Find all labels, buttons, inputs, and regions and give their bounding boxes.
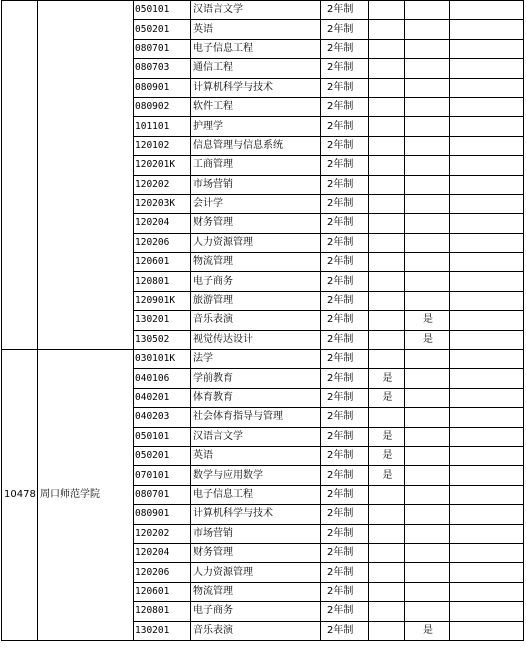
flag-b-cell xyxy=(405,446,450,465)
duration-cell: 2年制 xyxy=(321,524,369,543)
extra-cell xyxy=(450,117,524,136)
major-code-cell: 040201 xyxy=(134,388,191,407)
table-row xyxy=(2,1,524,20)
flag-b-cell xyxy=(405,563,450,582)
flag-b-cell xyxy=(405,582,450,601)
major-name-cell: 工商管理 xyxy=(191,156,321,175)
flag-b-cell xyxy=(405,485,450,504)
extra-cell xyxy=(450,78,524,97)
flag-a-cell xyxy=(369,78,405,97)
flag-b-cell xyxy=(405,39,450,58)
duration-cell: 2年制 xyxy=(321,543,369,562)
flag-b-cell xyxy=(405,369,450,388)
major-code-cell: 030101K xyxy=(134,350,191,369)
extra-cell xyxy=(450,582,524,601)
duration-cell: 2年制 xyxy=(321,446,369,465)
flag-a-cell: 是 xyxy=(369,427,405,446)
major-name-cell: 音乐表演 xyxy=(191,621,321,640)
major-name-cell: 计算机科学与技术 xyxy=(191,505,321,524)
major-code-cell: 080701 xyxy=(134,39,191,58)
extra-cell xyxy=(450,350,524,369)
major-code-cell: 050201 xyxy=(134,446,191,465)
duration-cell: 2年制 xyxy=(321,621,369,640)
flag-b-cell xyxy=(405,194,450,213)
extra-cell xyxy=(450,233,524,252)
flag-a-cell xyxy=(369,39,405,58)
flag-a-cell xyxy=(369,602,405,621)
extra-cell xyxy=(450,311,524,330)
extra-cell xyxy=(450,369,524,388)
flag-a-cell xyxy=(369,563,405,582)
duration-cell: 2年制 xyxy=(321,59,369,78)
flag-b-cell xyxy=(405,602,450,621)
major-code-cell: 120202 xyxy=(134,175,191,194)
school-code-cell: 10478 xyxy=(2,350,38,641)
duration-cell: 2年制 xyxy=(321,97,369,116)
duration-cell: 2年制 xyxy=(321,485,369,504)
flag-a-cell xyxy=(369,350,405,369)
major-code-cell: 120601 xyxy=(134,582,191,601)
duration-cell: 2年制 xyxy=(321,78,369,97)
flag-a-cell xyxy=(369,59,405,78)
extra-cell xyxy=(450,59,524,78)
duration-cell: 2年制 xyxy=(321,311,369,330)
major-code-cell: 101101 xyxy=(134,117,191,136)
extra-cell xyxy=(450,408,524,427)
extra-cell xyxy=(450,505,524,524)
major-code-cell: 080701 xyxy=(134,485,191,504)
major-code-cell: 080901 xyxy=(134,505,191,524)
duration-cell: 2年制 xyxy=(321,175,369,194)
flag-b-cell xyxy=(405,408,450,427)
major-code-cell: 120901K xyxy=(134,291,191,310)
flag-a-cell xyxy=(369,543,405,562)
flag-b-cell xyxy=(405,427,450,446)
flag-a-cell xyxy=(369,97,405,116)
duration-cell: 2年制 xyxy=(321,466,369,485)
duration-cell: 2年制 xyxy=(321,136,369,155)
flag-b-cell: 是 xyxy=(405,311,450,330)
table-body xyxy=(2,1,524,641)
flag-b-cell xyxy=(405,175,450,194)
extra-cell xyxy=(450,156,524,175)
flag-a-cell xyxy=(369,175,405,194)
duration-cell: 2年制 xyxy=(321,214,369,233)
major-code-cell: 040106 xyxy=(134,369,191,388)
flag-b-cell: 是 xyxy=(405,330,450,349)
major-code-cell: 120801 xyxy=(134,602,191,621)
flag-a-cell xyxy=(369,291,405,310)
major-name-cell: 财务管理 xyxy=(191,214,321,233)
extra-cell xyxy=(450,524,524,543)
extra-cell xyxy=(450,175,524,194)
extra-cell xyxy=(450,194,524,213)
duration-cell: 2年制 xyxy=(321,350,369,369)
major-name-cell: 数学与应用数学 xyxy=(191,466,321,485)
major-name-cell: 社会体育指导与管理 xyxy=(191,408,321,427)
duration-cell: 2年制 xyxy=(321,1,369,20)
extra-cell xyxy=(450,39,524,58)
flag-a-cell: 是 xyxy=(369,466,405,485)
major-code-cell: 040203 xyxy=(134,408,191,427)
enrollment-table xyxy=(1,0,524,641)
flag-a-cell: 是 xyxy=(369,369,405,388)
major-name-cell: 信息管理与信息系统 xyxy=(191,136,321,155)
duration-cell: 2年制 xyxy=(321,388,369,407)
duration-cell: 2年制 xyxy=(321,427,369,446)
extra-cell xyxy=(450,291,524,310)
major-name-cell: 英语 xyxy=(191,20,321,39)
flag-b-cell xyxy=(405,214,450,233)
flag-a-cell xyxy=(369,621,405,640)
flag-b-cell xyxy=(405,350,450,369)
major-name-cell: 物流管理 xyxy=(191,582,321,601)
major-code-cell: 050101 xyxy=(134,427,191,446)
major-name-cell: 英语 xyxy=(191,446,321,465)
major-name-cell: 学前教育 xyxy=(191,369,321,388)
duration-cell: 2年制 xyxy=(321,408,369,427)
duration-cell: 2年制 xyxy=(321,272,369,291)
flag-a-cell: 是 xyxy=(369,388,405,407)
major-code-cell: 120203K xyxy=(134,194,191,213)
major-name-cell: 人力资源管理 xyxy=(191,563,321,582)
major-name-cell: 电子商务 xyxy=(191,272,321,291)
duration-cell: 2年制 xyxy=(321,253,369,272)
major-name-cell: 会计学 xyxy=(191,194,321,213)
major-name-cell: 汉语言文学 xyxy=(191,1,321,20)
major-name-cell: 市场营销 xyxy=(191,175,321,194)
major-code-cell: 080901 xyxy=(134,78,191,97)
major-code-cell: 120102 xyxy=(134,136,191,155)
extra-cell xyxy=(450,253,524,272)
major-name-cell: 体育教育 xyxy=(191,388,321,407)
school-name-cell xyxy=(38,1,134,350)
major-code-cell: 120204 xyxy=(134,543,191,562)
duration-cell: 2年制 xyxy=(321,582,369,601)
duration-cell: 2年制 xyxy=(321,369,369,388)
extra-cell xyxy=(450,330,524,349)
duration-cell: 2年制 xyxy=(321,39,369,58)
extra-cell xyxy=(450,621,524,640)
flag-b-cell xyxy=(405,233,450,252)
major-code-cell: 120801 xyxy=(134,272,191,291)
flag-a-cell xyxy=(369,1,405,20)
flag-b-cell xyxy=(405,59,450,78)
flag-b-cell xyxy=(405,117,450,136)
extra-cell xyxy=(450,1,524,20)
duration-cell: 2年制 xyxy=(321,505,369,524)
major-code-cell: 070101 xyxy=(134,466,191,485)
flag-b-cell xyxy=(405,156,450,175)
flag-b-cell xyxy=(405,466,450,485)
flag-b-cell xyxy=(405,1,450,20)
flag-a-cell: 是 xyxy=(369,446,405,465)
major-name-cell: 通信工程 xyxy=(191,59,321,78)
flag-a-cell xyxy=(369,582,405,601)
flag-a-cell xyxy=(369,524,405,543)
flag-a-cell xyxy=(369,233,405,252)
extra-cell xyxy=(450,427,524,446)
major-name-cell: 护理学 xyxy=(191,117,321,136)
duration-cell: 2年制 xyxy=(321,117,369,136)
major-name-cell: 电子信息工程 xyxy=(191,485,321,504)
duration-cell: 2年制 xyxy=(321,194,369,213)
major-name-cell: 物流管理 xyxy=(191,253,321,272)
flag-a-cell xyxy=(369,194,405,213)
major-name-cell: 财务管理 xyxy=(191,543,321,562)
flag-b-cell xyxy=(405,253,450,272)
flag-b-cell xyxy=(405,543,450,562)
extra-cell xyxy=(450,388,524,407)
flag-a-cell xyxy=(369,253,405,272)
flag-a-cell xyxy=(369,156,405,175)
flag-b-cell xyxy=(405,291,450,310)
major-code-cell: 130201 xyxy=(134,621,191,640)
major-name-cell: 法学 xyxy=(191,350,321,369)
flag-b-cell xyxy=(405,136,450,155)
flag-a-cell xyxy=(369,117,405,136)
major-code-cell: 120202 xyxy=(134,524,191,543)
major-name-cell: 视觉传达设计 xyxy=(191,330,321,349)
duration-cell: 2年制 xyxy=(321,330,369,349)
major-name-cell: 人力资源管理 xyxy=(191,233,321,252)
flag-a-cell xyxy=(369,485,405,504)
flag-b-cell xyxy=(405,78,450,97)
extra-cell xyxy=(450,446,524,465)
flag-a-cell xyxy=(369,311,405,330)
duration-cell: 2年制 xyxy=(321,291,369,310)
extra-cell xyxy=(450,543,524,562)
flag-b-cell: 是 xyxy=(405,621,450,640)
extra-cell xyxy=(450,563,524,582)
duration-cell: 2年制 xyxy=(321,563,369,582)
major-code-cell: 130201 xyxy=(134,311,191,330)
flag-a-cell xyxy=(369,272,405,291)
major-code-cell: 080902 xyxy=(134,97,191,116)
major-name-cell: 电子信息工程 xyxy=(191,39,321,58)
duration-cell: 2年制 xyxy=(321,20,369,39)
extra-cell xyxy=(450,466,524,485)
major-name-cell: 旅游管理 xyxy=(191,291,321,310)
extra-cell xyxy=(450,136,524,155)
major-name-cell: 计算机科学与技术 xyxy=(191,78,321,97)
major-code-cell: 080703 xyxy=(134,59,191,78)
flag-b-cell xyxy=(405,524,450,543)
flag-b-cell xyxy=(405,97,450,116)
extra-cell xyxy=(450,214,524,233)
major-code-cell: 130502 xyxy=(134,330,191,349)
extra-cell xyxy=(450,272,524,291)
school-code-cell xyxy=(2,1,38,350)
major-code-cell: 050201 xyxy=(134,20,191,39)
flag-b-cell xyxy=(405,272,450,291)
major-name-cell: 音乐表演 xyxy=(191,311,321,330)
duration-cell: 2年制 xyxy=(321,233,369,252)
major-name-cell: 电子商务 xyxy=(191,602,321,621)
extra-cell xyxy=(450,485,524,504)
school-name-cell: 周口师范学院 xyxy=(38,350,134,641)
table-row xyxy=(2,350,524,369)
flag-a-cell xyxy=(369,20,405,39)
major-code-cell: 120601 xyxy=(134,253,191,272)
extra-cell xyxy=(450,97,524,116)
major-code-cell: 120204 xyxy=(134,214,191,233)
major-code-cell: 120206 xyxy=(134,563,191,582)
flag-a-cell xyxy=(369,136,405,155)
major-name-cell: 市场营销 xyxy=(191,524,321,543)
extra-cell xyxy=(450,602,524,621)
duration-cell: 2年制 xyxy=(321,156,369,175)
flag-a-cell xyxy=(369,408,405,427)
flag-a-cell xyxy=(369,330,405,349)
flag-a-cell xyxy=(369,214,405,233)
major-name-cell: 汉语言文学 xyxy=(191,427,321,446)
extra-cell xyxy=(450,20,524,39)
major-code-cell: 050101 xyxy=(134,1,191,20)
duration-cell: 2年制 xyxy=(321,602,369,621)
major-code-cell: 120201K xyxy=(134,156,191,175)
flag-b-cell xyxy=(405,20,450,39)
flag-a-cell xyxy=(369,505,405,524)
major-name-cell: 软件工程 xyxy=(191,97,321,116)
flag-b-cell xyxy=(405,505,450,524)
flag-b-cell xyxy=(405,388,450,407)
major-code-cell: 120206 xyxy=(134,233,191,252)
